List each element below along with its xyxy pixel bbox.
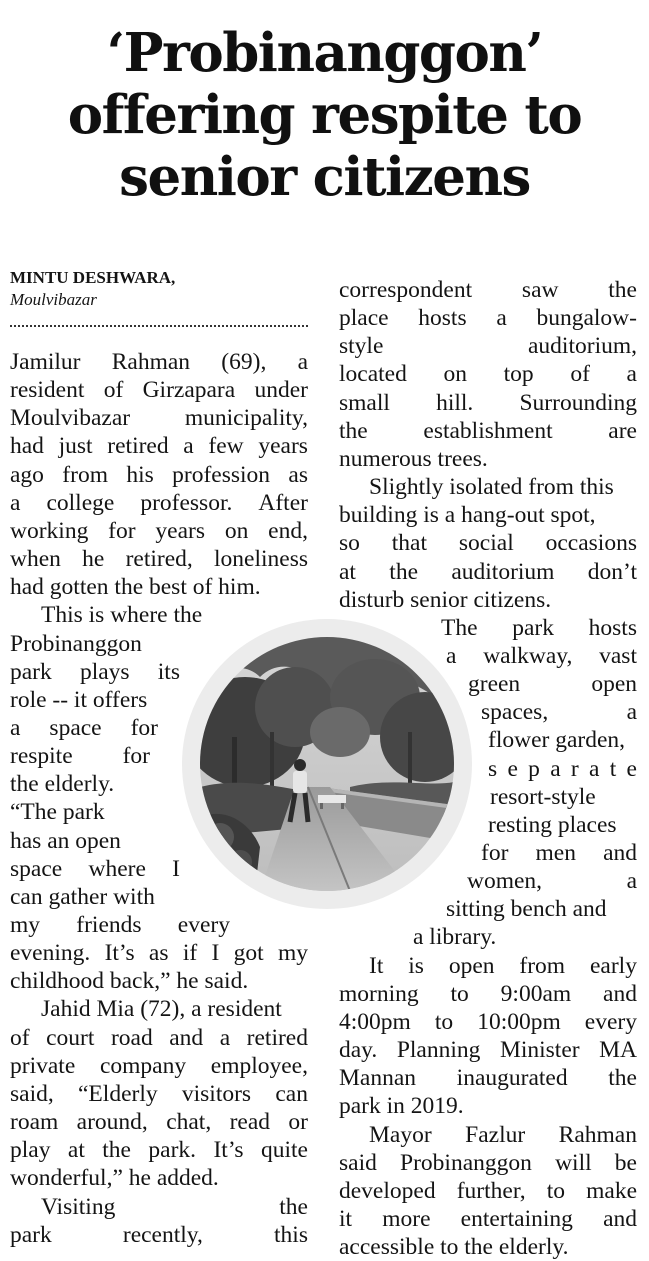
word: accessible to the elderly. [339, 1234, 569, 1260]
word: company [99, 1053, 187, 1079]
word: a [496, 305, 507, 331]
word: just [58, 433, 93, 459]
word: respite [10, 743, 73, 769]
word: Visiting [41, 1194, 116, 1220]
word: further, [456, 1178, 526, 1204]
word: “Elderly [78, 1081, 158, 1107]
word: open [448, 953, 495, 979]
left-column-line [10, 686, 168, 714]
word: park. [148, 1137, 197, 1163]
word: road [110, 1025, 153, 1051]
word: when [10, 546, 61, 572]
word: bungalow- [536, 305, 637, 331]
word: around, [76, 1109, 148, 1135]
word: a [626, 699, 637, 725]
word: on [224, 518, 249, 544]
word: to [434, 1009, 454, 1035]
word: the [389, 559, 419, 585]
left-column-line [41, 995, 308, 1023]
left-column-line [41, 601, 238, 629]
word: if [182, 940, 198, 966]
word: quite [260, 1137, 308, 1163]
word: the elderly. [10, 771, 115, 797]
left-column-line [10, 714, 158, 742]
word: Minister [499, 1037, 580, 1063]
word: space [10, 856, 63, 882]
right-column-line [339, 1036, 637, 1064]
left-column-line [41, 1193, 308, 1221]
word: a library. [413, 924, 497, 950]
word: and [603, 981, 637, 1007]
word: flower garden, [488, 727, 626, 753]
word: Jamilur [10, 349, 81, 375]
left-column-line [10, 827, 165, 855]
left-column-line [10, 376, 308, 404]
headline-line: senior citizens [119, 146, 530, 208]
word: women, [467, 868, 543, 894]
right-column-line [339, 445, 637, 473]
word: for [130, 715, 158, 741]
left-column-line [10, 348, 308, 376]
word: a [626, 868, 637, 894]
left-column-line [10, 1052, 308, 1080]
word: a [10, 490, 21, 516]
word: located [339, 361, 407, 387]
word: retired [246, 1025, 308, 1051]
word: will [555, 1150, 592, 1176]
word: t [609, 756, 617, 782]
right-column-line [488, 755, 637, 783]
left-column-line [10, 517, 308, 545]
word: Rahman [111, 349, 191, 375]
word: auditorium [451, 559, 555, 585]
word: play [10, 1137, 51, 1163]
word: hosts [588, 615, 637, 641]
word: Girzapara [142, 377, 236, 403]
right-column-line [446, 895, 637, 923]
right-column-line [339, 501, 637, 529]
word: resort-style [490, 784, 596, 810]
left-column-line [10, 1221, 308, 1249]
word: place [339, 305, 389, 331]
word: It’s [213, 1137, 244, 1163]
right-column-line [339, 304, 637, 332]
word: to [546, 1178, 565, 1204]
word: and [603, 1206, 637, 1232]
word: a [446, 643, 457, 669]
word: roam [10, 1109, 59, 1135]
word: morning [339, 981, 419, 1007]
word: the [608, 1065, 637, 1091]
left-column-line [10, 1108, 308, 1136]
word: at [339, 559, 356, 585]
word: professor. [140, 490, 233, 516]
word: Mayor [369, 1122, 432, 1148]
word: Planning [396, 1037, 481, 1063]
headline-line: ‘Probinanggon’ [106, 22, 543, 84]
word: numerous trees. [339, 446, 488, 472]
word: establishment [423, 418, 553, 444]
right-column-line [413, 923, 637, 951]
left-column-line [10, 855, 180, 883]
word: day. [339, 1037, 378, 1063]
word: a [626, 361, 637, 387]
right-column-line [468, 670, 637, 698]
word: open [591, 671, 637, 697]
left-column-line [10, 1024, 308, 1052]
word: years [155, 518, 205, 544]
word: are [608, 418, 637, 444]
word: said, [10, 1081, 54, 1107]
word: on [443, 361, 467, 387]
word: for [481, 840, 509, 866]
right-column-line [441, 614, 637, 642]
left-column-line [10, 404, 308, 432]
word: from [62, 462, 108, 488]
left-column-line [10, 770, 158, 798]
word: “The park [10, 799, 105, 825]
word: the [339, 418, 368, 444]
left-column-line [10, 911, 230, 939]
word: don’t [587, 559, 637, 585]
word: as [288, 462, 308, 488]
word: It [369, 953, 384, 979]
word: I [211, 940, 220, 966]
word: Slightly isolated from this [369, 474, 614, 500]
word: evening. [10, 940, 91, 966]
right-column-line [369, 1121, 637, 1149]
left-column-line [10, 489, 308, 517]
word: wonderful,” he added. [10, 1165, 219, 1191]
word: loneliness [214, 546, 308, 572]
word: more [382, 1206, 431, 1232]
word: a [183, 433, 194, 459]
word: r [570, 756, 579, 782]
word: a [550, 756, 561, 782]
word: s [488, 756, 498, 782]
park-photo-image [200, 637, 457, 891]
right-column-line [339, 558, 637, 586]
word: resident [10, 377, 85, 403]
right-column-line [339, 1177, 637, 1205]
right-column-line [446, 642, 637, 670]
word: profession [172, 462, 271, 488]
right-column-line [339, 1008, 637, 1036]
word: Probinanggon [400, 1150, 532, 1176]
word: had [10, 433, 44, 459]
word: early [589, 953, 637, 979]
word: read [229, 1109, 271, 1135]
word: This is where the [41, 602, 203, 628]
word: and [169, 1025, 204, 1051]
word: Fazlur [465, 1122, 526, 1148]
word: saw [521, 277, 559, 303]
word: Mannan [339, 1065, 417, 1091]
word: for [122, 743, 150, 769]
author-location: Moulvibazar [10, 290, 97, 309]
word: childhood back,” he said. [10, 968, 249, 994]
left-column-line [10, 939, 308, 967]
right-column-line [481, 698, 637, 726]
word: got [233, 940, 264, 966]
word: working [10, 518, 89, 544]
word: private [10, 1053, 76, 1079]
word: can gather with [10, 884, 155, 910]
word: court [46, 1025, 95, 1051]
word: social [458, 530, 514, 556]
word: recently, [122, 1222, 203, 1248]
word: employee, [210, 1053, 308, 1079]
word: style [339, 333, 384, 359]
left-column-line [10, 461, 308, 489]
right-column-line [339, 1149, 637, 1177]
word: the [279, 1194, 308, 1220]
word: at [67, 1137, 85, 1163]
word: e [626, 756, 637, 782]
word: years [258, 433, 308, 459]
word: visitors [181, 1081, 252, 1107]
left-column-line [10, 545, 308, 573]
word: the [102, 1137, 131, 1163]
left-column-line [10, 1136, 308, 1164]
word: sitting bench and [446, 896, 607, 922]
word: inaugurated [456, 1065, 568, 1091]
word: ago [10, 462, 44, 488]
right-column-line [369, 952, 637, 980]
word: top [503, 361, 534, 387]
word: a [589, 756, 600, 782]
word: college [46, 490, 115, 516]
word: hill. [436, 390, 474, 416]
word: small [339, 390, 390, 416]
word: park in 2019. [339, 1093, 464, 1119]
word: developed [339, 1178, 436, 1204]
word: that [391, 530, 428, 556]
left-column-line [10, 742, 150, 770]
right-column-line [339, 980, 637, 1008]
word: said [339, 1150, 377, 1176]
word: municipality, [184, 405, 308, 431]
word: entertaining [460, 1206, 573, 1232]
word: Rahman [558, 1122, 637, 1148]
word: 9:00am [500, 981, 572, 1007]
word: p [528, 756, 540, 782]
word: every [584, 1009, 637, 1035]
left-column-line [10, 630, 202, 658]
byline [10, 267, 308, 311]
word: every [177, 912, 230, 938]
byline-divider [10, 325, 308, 327]
word: its [157, 659, 180, 685]
word: so [339, 530, 360, 556]
word: disturb senior citizens. [339, 587, 552, 613]
word: I [172, 856, 180, 882]
right-column-line [488, 726, 637, 754]
right-column-line [490, 783, 637, 811]
word: e [507, 756, 518, 782]
right-column-line [339, 1092, 637, 1120]
word: Moulvibazar [10, 405, 131, 431]
word: end, [268, 518, 308, 544]
right-column-line [339, 1064, 637, 1092]
word: of [103, 377, 124, 403]
word: to [450, 981, 469, 1007]
right-column-line [339, 529, 637, 557]
left-column-line [10, 883, 198, 911]
left-column-line [10, 432, 308, 460]
word: It’s [104, 940, 135, 966]
word: auditorium, [528, 333, 637, 359]
word: correspondent [339, 277, 473, 303]
word: my [10, 912, 41, 938]
word: Probinanggon [10, 631, 142, 657]
word: retired [107, 433, 169, 459]
word: it [339, 1206, 353, 1232]
word: the [608, 277, 637, 303]
right-column-line [481, 839, 637, 867]
right-column-line [467, 867, 637, 895]
word: hosts [418, 305, 467, 331]
word: 4:00pm [339, 1009, 411, 1035]
word: is [408, 953, 424, 979]
word: park [10, 1222, 52, 1248]
right-column-line [339, 417, 637, 445]
word: park [512, 615, 554, 641]
word: his [126, 462, 154, 488]
word: retired, [125, 546, 193, 572]
right-column-line [339, 332, 637, 360]
word: this [274, 1222, 308, 1248]
word: or [288, 1109, 308, 1135]
left-column-line [10, 798, 158, 826]
word: (69), [221, 349, 267, 375]
word: from [519, 953, 566, 979]
headline-line: offering respite to [67, 84, 582, 146]
word: park [10, 659, 52, 685]
word: friends [76, 912, 142, 938]
word: 10:00pm [477, 1009, 561, 1035]
right-column-line [339, 360, 637, 388]
left-column-line [10, 967, 308, 995]
word: make [586, 1178, 637, 1204]
park-photo [200, 637, 457, 891]
right-column-line [339, 586, 637, 614]
word: where [88, 856, 146, 882]
word: a [297, 349, 308, 375]
right-column-line [488, 811, 637, 839]
word: a [219, 1025, 231, 1051]
author-name: MINTU DESHWARA, [10, 268, 176, 287]
word: spaces, [481, 699, 549, 725]
word: men [535, 840, 576, 866]
right-column-line [339, 276, 637, 304]
right-column-line [339, 1205, 637, 1233]
word: plays [79, 659, 130, 685]
right-column-line [339, 389, 637, 417]
word: MA [599, 1037, 637, 1063]
word: After [258, 490, 308, 516]
word: building is a hang-out spot, [339, 502, 596, 528]
left-column-line [10, 573, 308, 601]
word: few [208, 433, 244, 459]
word: as [148, 940, 169, 966]
word: vast [599, 643, 637, 669]
word: had gotten the best of him. [10, 574, 261, 600]
word: Jahid Mia (72), a resident [41, 996, 282, 1022]
word: under [254, 377, 308, 403]
word: green [468, 671, 521, 697]
word: walkway, [483, 643, 573, 669]
word: can [275, 1081, 308, 1107]
word: occasions [545, 530, 637, 556]
word: chat, [166, 1109, 212, 1135]
word: Surrounding [519, 390, 637, 416]
word: of [10, 1025, 30, 1051]
word: a [10, 715, 21, 741]
word: has an open [10, 828, 121, 854]
word: and [603, 840, 637, 866]
word: he [82, 546, 105, 572]
left-column-line [10, 658, 180, 686]
word: resting places [488, 812, 617, 838]
left-column-line [10, 1164, 308, 1192]
headline [0, 22, 649, 208]
word: be [614, 1150, 637, 1176]
right-column-line [369, 473, 637, 501]
word: role -- it offers [10, 687, 148, 713]
left-column-line [10, 1080, 308, 1108]
word: my [277, 940, 308, 966]
word: The [441, 615, 478, 641]
word: space [49, 715, 102, 741]
word: for [108, 518, 136, 544]
word: of [570, 361, 590, 387]
